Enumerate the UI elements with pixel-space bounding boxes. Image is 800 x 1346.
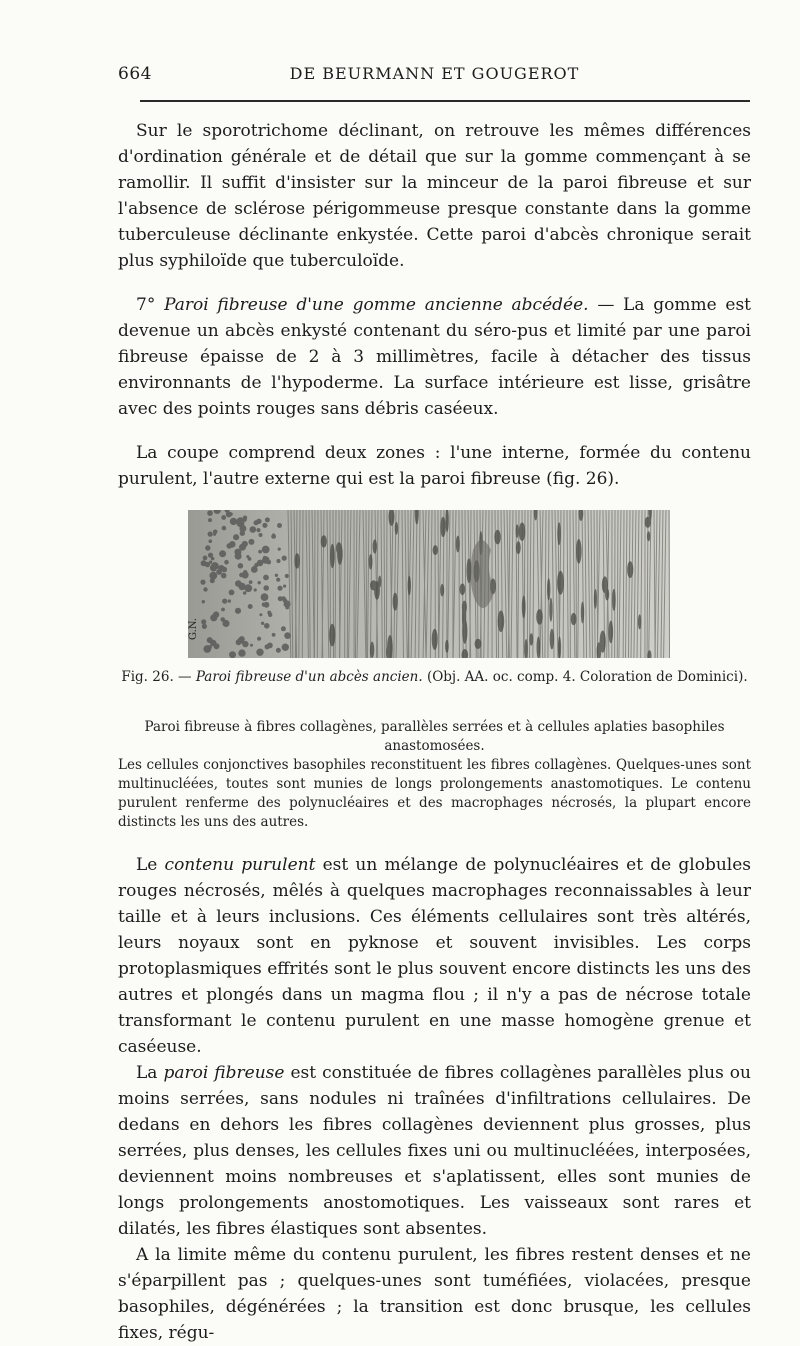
pus-cell [208,645,212,649]
fixed-cell-nucleus [386,646,391,658]
fixed-cell-nucleus [321,535,327,547]
pus-cell [240,531,245,536]
pus-cell [282,556,287,561]
fixed-cell-nucleus [433,545,438,555]
pus-cell [242,573,248,579]
pus-cell [256,528,260,532]
pus-cell [277,586,282,591]
fixed-cell-nucleus [329,624,335,647]
pus-cell [220,566,223,569]
paragraph-4 [118,852,751,1346]
pus-cell [265,517,270,522]
pus-cell [262,546,270,554]
fixed-cell-nucleus [645,517,651,528]
pus-cell [258,550,262,554]
pus-cell [285,574,289,578]
fixed-cell-nucleus [456,536,460,553]
fixed-cell-nucleus [336,542,342,554]
pus-cell [249,580,253,584]
fixed-cell-nucleus [576,539,582,564]
pus-cell [254,520,259,525]
fixed-cell-nucleus [647,531,650,541]
pus-cell [261,593,269,601]
pus-cell [221,573,227,579]
pus-cell [238,649,245,656]
fixed-cell-nucleus [373,539,377,553]
fixed-cell-nucleus [462,619,467,644]
pus-cell [203,556,208,561]
paragraph-6-text: A la limite même du contenu purulent, les fibres restent denses et ne s'éparpillent pas ; quelques-unes sont tuméfiées, violacées, presque basophiles, dégénérées ; la transition est donc brusque, les cellules fixes, régu- [118,1242,751,1346]
fixed-cell-nucleus [393,593,398,611]
collagen-fibre [386,510,387,658]
fixed-cell-nucleus [557,571,564,595]
fixed-cell-nucleus [440,517,445,537]
pus-cell [238,563,244,569]
pus-cell [230,518,237,525]
fixed-cell-nucleus [594,589,597,609]
paragraph-5-text: est constituée de fibres collagènes parallèles plus ou moins serrées, sans nodules ni traînées d'infiltrations cellulaires. De dedans en dehors les fibres collagènes deviennent plus grosses, plus serrées, plus denses, les cellules fixes uni ou multinucléées, interposées, deviennent moins nombreuses et s'aplatissent, elles sont munies de longs prolongements anostomotiques. Les vaisseaux sont rares et dilatés, les fibres élastiques sont absentes. [118,1063,751,1239]
pus-cell [257,637,261,641]
fixed-cell-nucleus [445,640,449,653]
pus-cell [282,596,286,600]
pus-cell [238,583,245,590]
caption-description-1-text: Paroi fibreuse à fibres collagènes, parallèles serrées et à cellules aplaties basophiles anastomosées. [118,718,751,756]
pus-cell [256,649,263,656]
pus-cell [263,575,269,581]
fixed-cell-nucleus [498,611,505,633]
fixed-cell-nucleus [432,629,438,650]
pus-cell [213,530,218,535]
pus-cell [283,585,286,588]
pus-cell [248,539,254,545]
pus-cell [281,626,286,631]
pus-cell [221,617,226,622]
pus-cell [272,633,276,637]
paragraph-4-start: Le [136,855,157,875]
pus-cell [210,614,217,621]
pus-cell [210,578,215,583]
pus-cell [237,517,245,525]
pus-cell [201,619,206,624]
figure-26-micrograph [188,510,670,658]
fixed-cell-nucleus [529,633,533,645]
pus-cell [276,559,280,563]
pus-cell [203,587,207,591]
section-title: Paroi fibreuse d'une gomme ancienne abcédée. [164,295,588,315]
pus-cell [248,604,253,609]
collagen-fibre [302,510,303,658]
fixed-cell-nucleus [581,602,584,624]
paragraph-4-text: est un mélange de polynucléaires et de globules rouges nécrosés, mêlés à quelques macrophages reconnaissables à leur taille et à leurs inclusions. Ces éléments cellulaires sont très altérés, leurs noyaux sont en pyknose et souvent invisibles. Les corps protoplasmiques effrités sont le plus souvent encore distincts les uns des autres et plongés dans un magma flou ; il n'y a pas de nécrose totale transformant le contenu purulent en une masse homogène grenue et caséeuse. [118,855,751,1057]
fixed-cell-nucleus [557,522,561,545]
fixed-cell-nucleus [460,584,466,596]
pus-cell [236,639,242,645]
pus-cell [276,648,281,653]
caption-description-1 [118,718,751,756]
paragraph-4-emphasis: contenu purulent [165,855,316,875]
pus-cell [219,550,226,557]
fixed-cell-nucleus [516,541,521,554]
pus-cell [200,580,205,585]
pus-cell [243,591,247,595]
figure-caption [118,668,751,687]
pus-cell [277,523,282,528]
pus-cell [250,644,253,647]
collagen-fibre [669,510,670,658]
fixed-cell-nucleus [638,614,641,629]
pus-cell [250,526,257,533]
pus-cell [285,606,289,610]
pus-cell [275,574,278,577]
pus-cell [221,515,226,520]
caption-details: (Obj. AA. oc. comp. 4. Coloration de Dominici). [427,669,748,685]
fixed-cell-nucleus [462,601,467,614]
pus-cell [205,545,210,550]
fixed-cell-nucleus [550,629,554,650]
paragraph-5-emphasis: paroi fibreuse [163,1063,284,1083]
fixed-cell-nucleus [408,576,411,596]
fixed-cell-nucleus [609,621,614,644]
pus-cell [209,539,213,543]
pus-cell [227,543,233,549]
pus-cell [257,560,264,567]
pus-cell [211,557,215,561]
pus-cell [208,531,213,536]
pus-cell [254,588,257,591]
caption-description-2 [118,756,751,832]
fixed-cell-nucleus [602,576,608,593]
fixed-cell-nucleus [494,530,500,545]
fixed-cell-nucleus [600,631,606,653]
fixed-cell-nucleus [547,578,550,600]
pus-cell [264,623,270,629]
pus-cell [258,581,261,584]
fixed-cell-nucleus [537,637,541,659]
pus-cell [239,544,246,551]
paragraph-1-text: Sur le sporotrichome déclinant, on retrouve les mêmes différences d'ordination générale et de détail que sur la gomme commençant à se ramollir. Il suffit d'insister sur la minceur de la paroi fibreuse et sur l'absence de sclérose périgommeuse presque constante dans la gomme tuberculeuse déclinante enkystée. Cette paroi d'abcès chronique serait plus syphiloïde que tuberculoïde. [118,118,751,274]
pus-cell [276,578,280,582]
fixed-cell-nucleus [369,554,373,569]
pus-cell [202,600,205,603]
collagen-fibre [527,510,528,658]
pus-cell [278,548,281,551]
pus-cell [259,613,262,616]
page-number: 664 [118,64,152,84]
pus-cell [229,651,236,658]
fixed-cell-nucleus [519,523,526,541]
fixed-cell-nucleus [627,561,633,578]
pus-cell [209,561,212,564]
fixed-cell-nucleus [330,544,335,568]
fixed-cell-nucleus [516,524,519,537]
pus-cell [214,643,220,649]
paragraph-2 [118,292,751,422]
running-head: DE BEURMANN ET GOUGEROT [118,64,751,83]
fixed-cell-nucleus [395,522,398,535]
paragraph-3 [118,440,751,492]
section-number: 7° [136,295,155,315]
paragraph-2-text: — La gomme est devenue un abcès enkysté contenant du séro-pus et limité par une paroi fibreuse épaisse de 2 à 3 millimètres, facile à détacher des tissus environnants de l'hypoderme. La surface intérieure est lisse, grisâtre avec des points rouges sans débris caséeux. [118,295,751,419]
paragraph-3-text: La coupe comprend deux zones : l'une interne, formée du contenu purulent, l'autre externe qui est la paroi fibreuse (fig. 26). [118,440,751,492]
pus-cell [267,611,271,615]
collagen-fibre [314,510,315,658]
fixed-cell-nucleus [549,598,552,622]
pus-cell [262,602,266,606]
fixed-cell-nucleus [571,613,577,625]
pus-cell [263,556,266,559]
header-rule [140,100,750,102]
pus-cell [282,644,289,651]
fixed-cell-nucleus [612,589,616,611]
pus-cell [221,608,225,612]
caption-description-2-text: Les cellules conjonctives basophiles reconstituent les fibres collagènes. Quelques-unes sont multinucléées, toutes sont munies de longs prolongements anastomotiques. Le contenu purulent renferme des polynucléaires et des macrophages nécrosés, la plupart encore distincts les uns des autres. [118,756,751,832]
fixed-cell-nucleus [440,584,444,596]
pus-cell [259,533,263,537]
caption-label: Fig. 26. — [121,669,191,685]
pus-cell [229,512,232,515]
pus-cell [235,553,242,560]
fixed-cell-nucleus [370,642,374,658]
pus-cell [222,599,227,604]
fixed-cell-nucleus [295,553,300,568]
fixed-cell-nucleus [536,609,543,625]
pus-cell [261,622,264,625]
pus-cell [262,523,267,528]
pus-cell [235,608,241,614]
pus-cell [233,534,239,540]
figure-side-label: G.N. [188,618,199,640]
fixed-cell-nucleus [370,580,377,590]
pus-cell [202,624,207,629]
page-header [118,64,751,88]
pus-cell [208,518,212,522]
pus-cell [224,560,229,565]
paragraph-1 [118,118,751,274]
pus-cell [228,599,231,602]
pus-cell [240,636,244,640]
fixed-cell-nucleus [475,639,482,649]
pus-cell [229,590,235,596]
pus-cell [271,534,276,539]
pus-cell [263,585,269,591]
collagen-fibre [317,510,318,658]
pus-cell [211,562,219,570]
pus-cell [222,526,227,531]
paragraph-5-start: La [136,1063,157,1083]
caption-title: Paroi fibreuse d'un abcès ancien. [196,669,423,685]
pus-cell [246,555,249,558]
pus-cell [265,644,270,649]
fixed-cell-nucleus [522,596,526,619]
pus-cell [207,510,213,516]
